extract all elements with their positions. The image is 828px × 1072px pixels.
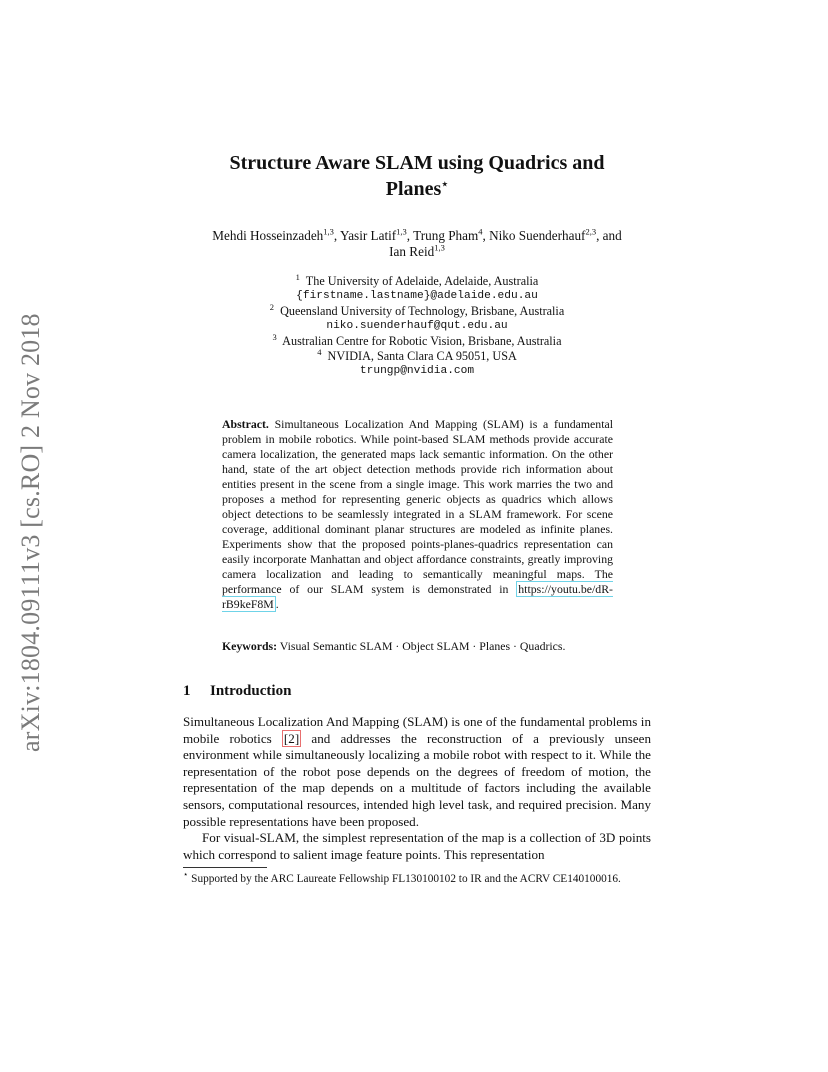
paper-title — [183, 150, 651, 202]
footnote-divider — [183, 867, 267, 868]
title-line-2: Planes — [385, 178, 442, 200]
footnote — [183, 869, 651, 886]
abstract-label: Abstract. — [222, 417, 269, 431]
paragraph: For visual-SLAM, the simplest representation of the map is a collection of 3D points which correspond to salient image feature points. This representation — [183, 830, 651, 862]
title-footnote-mark: ⋆ — [441, 178, 449, 191]
affiliation: $^2$ Queensland University of Technology, Brisbane, Australia — [269, 301, 565, 318]
abstract: Abstract. Simultaneous Localization And Mapping (SLAM) is a fundamental problem in mobile robotics. While point-based SLAM methods provide accurate camera localization, the generated maps lack semantic information. On the other hand, state of the art object detection methods provide rich information about entities present in the scene from a single image. This work marries the two and proposes a method for representing generic objects as quadrics which allows object detections to be seamlessly integrated in a SLAM framework. For scene coverage, additional dominant planar structures are modeled as infinite planes. Experiments show that the proposed points-planes-quadrics representation can easily incorporate Manhattan and object affordance constraints, greatly improving camera localization and leading to semantically meaningful maps. The performance of our SLAM system is demonstrated in https://youtu.be/dR-rB9keF8M . — [222, 417, 613, 611]
affiliation-list — [183, 271, 651, 379]
citation-link[interactable]: [2] — [283, 730, 300, 746]
affiliation: $^1$ The University of Adelaide, Adelaide, Australia — [295, 271, 539, 288]
author-affiliation-mark: 1,3 — [323, 226, 334, 237]
affiliation-email: {firstname.lastname}@adelaide.edu.au — [296, 290, 538, 302]
section-title: Introduction — [210, 683, 292, 699]
paragraph: Simultaneous Localization And Mapping (SLAM) is one of the fundamental problems in mobile robotics [2] and addresses the reconstruction of a previously unseen environment while simultaneously localizing a mobile robot with respect to it. While the representation of the robot pose depends on the degrees of freedom of motion, the representation of the map depends on a multitude of factors including the available sensors, computational resources, intended high level task, and required precision. Many possible representations have been proposed. — [183, 714, 651, 829]
author: Trung Pham — [413, 228, 479, 243]
affiliation: $^4$ NVIDIA, Santa Clara CA 95051, USA — [317, 346, 517, 363]
author-affiliation-mark: 2,3 — [585, 226, 597, 237]
video-link[interactable]: https://youtu.be/dR-rB9keF8M — [222, 582, 613, 611]
title-line-1: Structure Aware SLAM using Quadrics and — [229, 152, 605, 174]
author: Yasir Latif — [340, 228, 397, 243]
keywords-text: Visual Semantic SLAM · Object SLAM · Planes · Quadrics. — [279, 639, 566, 653]
affiliation-email: trungp@nvidia.com — [359, 365, 475, 377]
section-number: 1 — [183, 683, 191, 699]
arxiv-identifier: arXiv:1804.09111v3 [cs.RO] 2 Nov 2018 — [16, 313, 45, 752]
affiliation: $^3$ Australian Centre for Robotic Vision, Brisbane, Australia — [272, 331, 562, 348]
footnote-text: Supported by the ARC Laureate Fellowship FL130100102 to IR and the ACRV CE140100016. — [191, 873, 621, 885]
author-affiliation-mark: 4 — [478, 226, 483, 237]
author: Niko Suenderhauf — [489, 228, 586, 243]
author-affiliation-mark: 1,3 — [434, 242, 445, 253]
author: Mehdi Hosseinzadeh — [212, 228, 324, 243]
footnote-mark: ⋆ — [183, 869, 189, 880]
keywords — [222, 639, 622, 654]
keywords-label: Keywords: — [222, 639, 278, 653]
author-list: Mehdi Hosseinzadeh$^{1,3}$, Yasir Latif$^{1,3}$, Trung Pham$^4$, Niko Suenderhauf$^{2,3}$, and Ian Reid$^{1,3}$ — [212, 226, 622, 259]
body-text — [183, 714, 651, 863]
abstract-text: Simultaneous Localization And Mapping (SLAM) is a fundamental problem in mobile robotics. While point-based SLAM methods provide accurate camera localization, the generated maps lack semantic information. On the other hand, state of the art object detection methods provide rich information about entities present in the scene from a single image. This work marries the two and proposes a method for representing generic objects as quadrics which allows object detections to be seamlessly integrated in a SLAM framework. For scene coverage, additional dominant planar structures are modeled as infinite planes. Experiments show that the proposed points-planes-quadrics representation can easily incorporate Manhattan and object affordance constraints, greatly improving camera localization and leading to semantically meaningful maps. The performance of our SLAM system is demonstrated in — [222, 417, 613, 596]
affiliation-email: niko.suenderhauf@qut.edu.au — [326, 320, 508, 332]
author: Ian Reid — [389, 244, 435, 259]
author-affiliation-mark: 1,3 — [396, 226, 407, 237]
section-heading — [183, 681, 291, 701]
